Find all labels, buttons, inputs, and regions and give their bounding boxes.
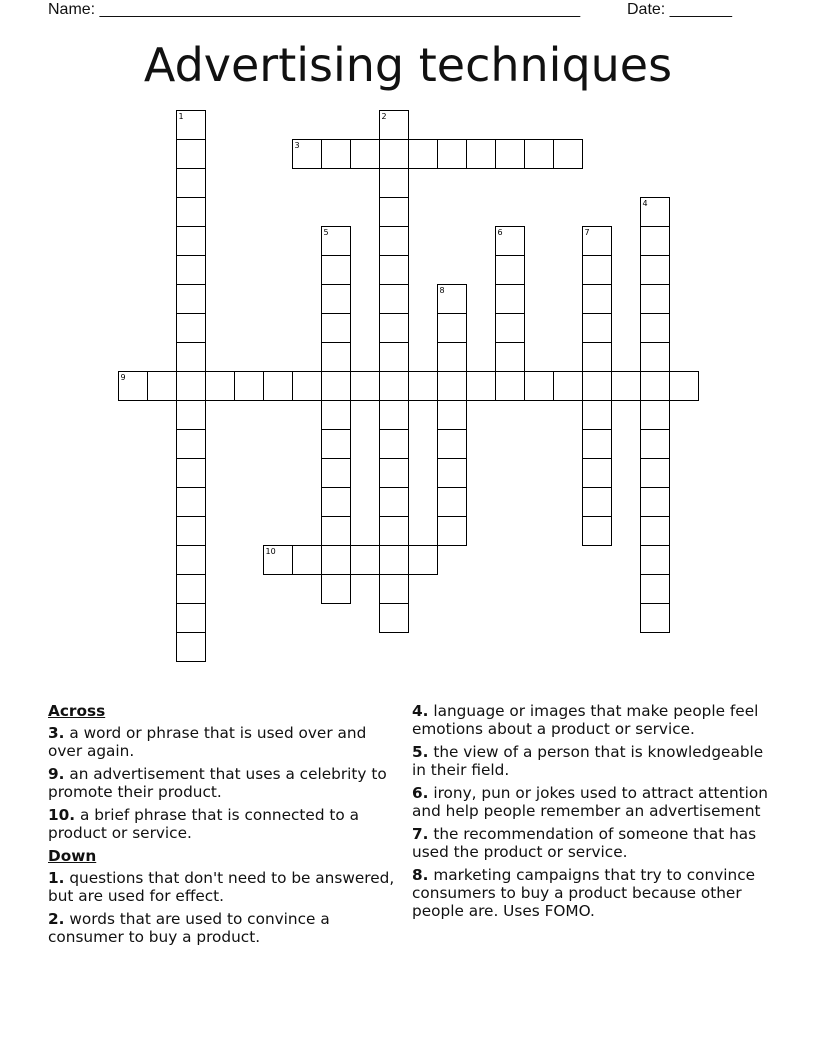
grid-cell[interactable] [641, 575, 670, 604]
grid-cell[interactable] [380, 401, 409, 430]
grid-cell[interactable] [322, 401, 351, 430]
grid-cell[interactable] [322, 488, 351, 517]
clue-number: 5. [412, 743, 429, 761]
grid-cell[interactable] [641, 285, 670, 314]
grid-cell[interactable] [322, 372, 351, 401]
grid-cell[interactable] [641, 517, 670, 546]
grid-cell[interactable] [177, 198, 206, 227]
grid-cell[interactable] [583, 517, 612, 546]
clue-number-label: 10 [265, 547, 276, 556]
clue-text: language or images that make people feel emotions about a product or service. [412, 702, 759, 738]
grid-cell[interactable] [177, 575, 206, 604]
clue-text: the recommendation of someone that has used the product or service. [412, 825, 757, 861]
grid-cell[interactable] [177, 517, 206, 546]
grid-cell[interactable] [322, 285, 351, 314]
clues-left-column [48, 702, 398, 951]
grid-cell[interactable] [583, 343, 612, 372]
grid-cell[interactable] [380, 546, 409, 575]
grid-cell[interactable] [293, 372, 322, 401]
grid-cell[interactable] [322, 343, 351, 372]
grid-cell[interactable] [438, 488, 467, 517]
grid-cell[interactable] [380, 227, 409, 256]
grid-cell[interactable] [583, 459, 612, 488]
clue-number-label: 4 [642, 199, 648, 208]
grid-cell[interactable] [177, 546, 206, 575]
grid-cell[interactable] [264, 372, 293, 401]
grid-cell[interactable] [177, 314, 206, 343]
grid-cell[interactable] [583, 430, 612, 459]
clue-number-label: 2 [381, 112, 387, 121]
down-heading: Down [48, 847, 97, 865]
clue-number: 9. [48, 765, 65, 783]
clues-right-column [412, 702, 772, 925]
grid-cell[interactable] [177, 256, 206, 285]
grid-cell[interactable] [583, 314, 612, 343]
across-clues [48, 724, 398, 842]
grid-cell[interactable] [380, 517, 409, 546]
grid-cell[interactable] [177, 633, 206, 662]
grid-cell[interactable] [438, 517, 467, 546]
grid-cell[interactable] [525, 372, 554, 401]
grid-cell[interactable] [177, 488, 206, 517]
clue-across-9 [48, 765, 398, 801]
clue-number-label: 8 [439, 286, 445, 295]
grid-cell[interactable] [641, 430, 670, 459]
name-field[interactable]: Name: ______________________________________________________ [48, 1, 581, 18]
grid-cell[interactable] [583, 488, 612, 517]
clue-down-7 [412, 825, 772, 861]
grid-cell[interactable] [322, 140, 351, 169]
clue-number-label: 6 [497, 228, 503, 237]
clue-text: questions that don't need to be answered, but are used for effect. [48, 869, 395, 905]
grid-cell[interactable] [351, 372, 380, 401]
clue-number: 1. [48, 869, 65, 887]
down-clues-left [48, 869, 398, 946]
grid-cell[interactable] [409, 140, 438, 169]
grid-cell[interactable] [467, 372, 496, 401]
grid-cell[interactable] [380, 285, 409, 314]
grid-cell[interactable] [641, 546, 670, 575]
grid-cell[interactable] [438, 314, 467, 343]
grid-cell[interactable] [206, 372, 235, 401]
clue-text: the view of a person that is knowledgeable in their field. [412, 743, 764, 779]
across-heading: Across [48, 702, 106, 720]
grid-cell[interactable] [380, 198, 409, 227]
page-title: Advertising techniques [143, 38, 673, 92]
grid-cell[interactable] [380, 343, 409, 372]
grid-cell[interactable] [177, 285, 206, 314]
clue-text: marketing campaigns that try to convince consumers to buy a product because other people are. Uses FOMO. [412, 866, 756, 920]
grid-cell[interactable] [438, 372, 467, 401]
grid-cell[interactable] [496, 285, 525, 314]
grid-cell[interactable] [438, 401, 467, 430]
grid-cell[interactable] [467, 140, 496, 169]
grid-cell[interactable] [496, 372, 525, 401]
grid-cell[interactable] [177, 372, 206, 401]
grid-cell[interactable] [380, 140, 409, 169]
grid-cell[interactable] [438, 459, 467, 488]
clue-number-label: 9 [120, 373, 126, 382]
grid-cell[interactable] [583, 285, 612, 314]
grid-cell[interactable] [554, 140, 583, 169]
clue-number: 2. [48, 910, 65, 928]
grid-cell[interactable] [496, 314, 525, 343]
grid-cell[interactable] [583, 401, 612, 430]
clue-number: 8. [412, 866, 429, 884]
grid-cell[interactable] [554, 372, 583, 401]
grid-cell[interactable] [670, 372, 699, 401]
grid-cell[interactable] [380, 372, 409, 401]
grid-cell[interactable] [496, 343, 525, 372]
clue-down-1 [48, 869, 398, 905]
grid-cell[interactable] [641, 401, 670, 430]
grid-cell[interactable] [293, 546, 322, 575]
grid-cell[interactable] [177, 430, 206, 459]
grid-cell[interactable] [380, 604, 409, 633]
clue-number-label: 1 [178, 112, 184, 121]
grid-cell[interactable] [177, 401, 206, 430]
grid-cell[interactable] [409, 546, 438, 575]
grid-cell[interactable] [380, 488, 409, 517]
grid-cell[interactable] [641, 372, 670, 401]
grid-cell[interactable] [322, 575, 351, 604]
grid-cell[interactable] [322, 546, 351, 575]
grid-cell[interactable] [583, 372, 612, 401]
clue-number: 4. [412, 702, 429, 720]
clue-number: 6. [412, 784, 429, 802]
grid-cell[interactable] [322, 314, 351, 343]
grid-cell[interactable] [496, 256, 525, 285]
clue-number-label: 3 [294, 141, 300, 150]
grid-cell[interactable] [612, 372, 641, 401]
grid-cell[interactable] [380, 256, 409, 285]
grid-cell[interactable] [148, 372, 177, 401]
grid-cell[interactable] [177, 604, 206, 633]
grid-cell[interactable] [177, 227, 206, 256]
grid-cell[interactable] [409, 372, 438, 401]
grid-cell[interactable] [641, 227, 670, 256]
clue-text: a brief phrase that is connected to a product or service. [48, 806, 360, 842]
clue-across-10 [48, 806, 398, 842]
grid-cell[interactable] [380, 459, 409, 488]
clue-text: an advertisement that uses a celebrity to promote their product. [48, 765, 387, 801]
grid-cell[interactable] [380, 430, 409, 459]
clue-down-2 [48, 910, 398, 946]
grid-cell[interactable] [641, 256, 670, 285]
grid-cell[interactable] [351, 140, 380, 169]
grid-cell[interactable] [641, 488, 670, 517]
grid-cell[interactable] [380, 575, 409, 604]
clue-text: words that are used to convince a consumer to buy a product. [48, 910, 330, 946]
grid-cell[interactable] [438, 140, 467, 169]
clue-number: 7. [412, 825, 429, 843]
clue-across-3 [48, 724, 398, 760]
grid-cell[interactable] [641, 343, 670, 372]
grid-cell[interactable] [438, 343, 467, 372]
grid-cell[interactable] [322, 430, 351, 459]
clue-down-4 [412, 702, 772, 738]
grid-cell[interactable] [322, 459, 351, 488]
grid-cell[interactable] [177, 169, 206, 198]
grid-cell[interactable] [438, 430, 467, 459]
grid-cell[interactable] [641, 314, 670, 343]
grid-cell[interactable] [380, 314, 409, 343]
grid-cell[interactable] [177, 459, 206, 488]
clue-number-label: 7 [584, 228, 590, 237]
grid-cell[interactable] [583, 256, 612, 285]
grid-cell[interactable] [177, 140, 206, 169]
grid-cell[interactable] [235, 372, 264, 401]
grid-cell[interactable] [351, 546, 380, 575]
clue-down-8 [412, 866, 772, 920]
grid-cell[interactable] [525, 140, 554, 169]
clue-down-6 [412, 784, 772, 820]
grid-cell[interactable] [380, 169, 409, 198]
grid-cell[interactable] [322, 517, 351, 546]
grid-cell[interactable] [177, 343, 206, 372]
date-field[interactable]: Date: _______ [627, 1, 732, 18]
grid-cell[interactable] [496, 140, 525, 169]
clue-down-5 [412, 743, 772, 779]
clue-text: irony, pun or jokes used to attract attention and help people remember an advertisement [412, 784, 768, 820]
grid-cell[interactable] [641, 604, 670, 633]
clue-number: 3. [48, 724, 65, 742]
grid-cell[interactable] [322, 256, 351, 285]
clue-text: a word or phrase that is used over and over again. [48, 724, 367, 760]
clue-number-label: 5 [323, 228, 329, 237]
clue-number: 10. [48, 806, 76, 824]
grid-cell[interactable] [641, 459, 670, 488]
